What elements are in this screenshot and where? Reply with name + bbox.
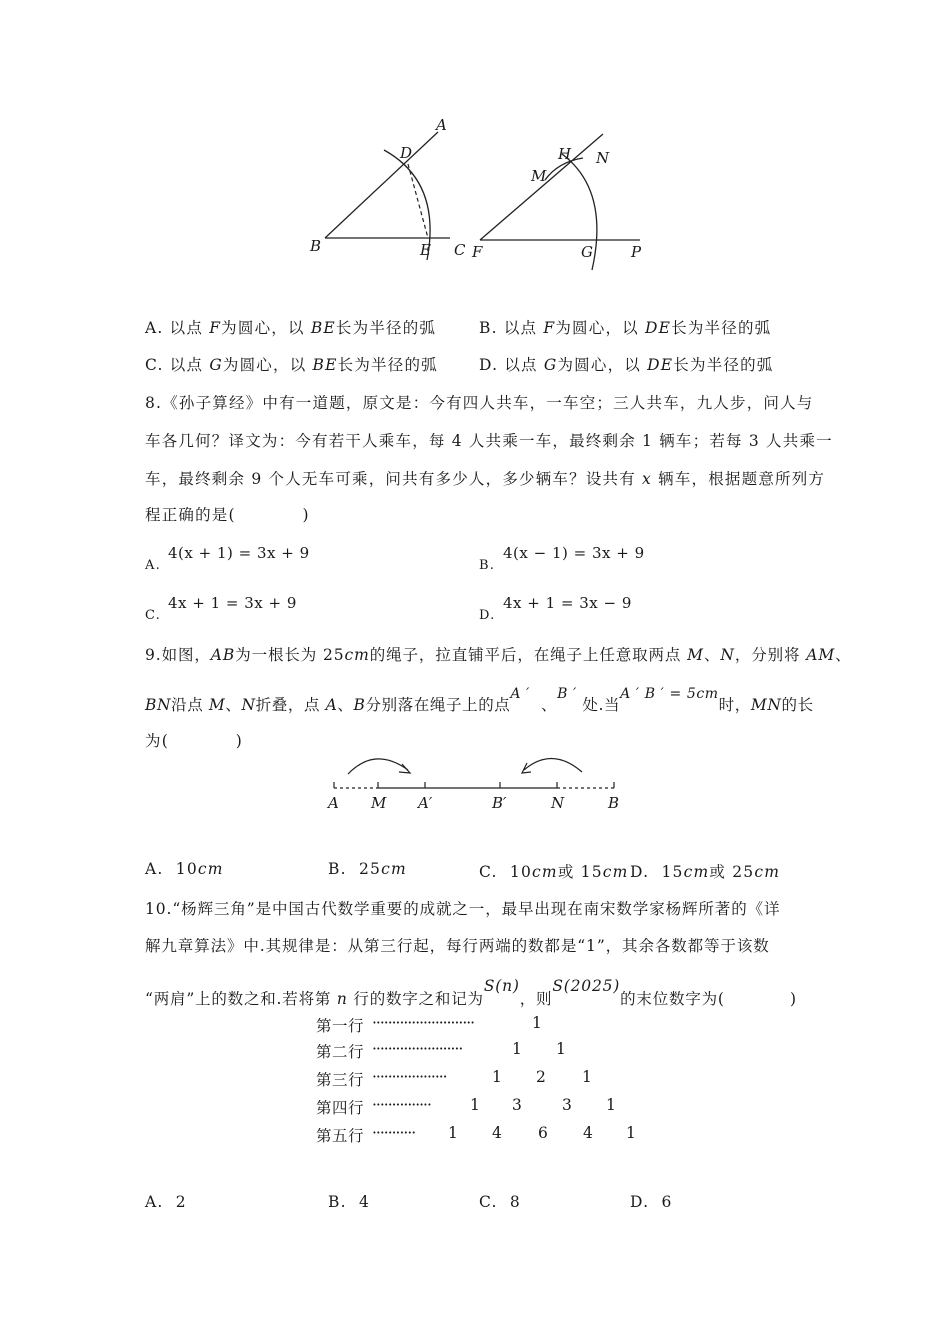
- fig-label-b: B: [608, 794, 620, 812]
- equation: 4x + 1 = 3x − 9: [503, 594, 632, 612]
- option-key: A.: [145, 558, 161, 573]
- text: 车，最终剩余 9 个人无车可乘，问共有多少人，多少辆车？设共有: [145, 470, 643, 488]
- row-number: 1: [626, 1124, 637, 1142]
- row-number: 1: [556, 1040, 567, 1058]
- unit-cm: cm: [754, 863, 781, 881]
- row-number: 1: [532, 1014, 543, 1032]
- text: 分别落在绳子上的点: [365, 696, 511, 714]
- q9-option-a[interactable]: [145, 860, 224, 878]
- q9-option-b[interactable]: [328, 860, 407, 878]
- row-number: 1: [606, 1096, 617, 1114]
- q10-option-a[interactable]: [145, 1193, 187, 1211]
- radius-segment: BE: [310, 319, 336, 337]
- q8-line-2: 车各几何？译文为：今有若干人乘车，每 4 人共乘一车，最终剩余 1 辆车；若每 3 人共乘一: [145, 432, 833, 450]
- fig-label-a: A: [328, 794, 339, 812]
- point-n: N: [720, 646, 735, 664]
- fig-label-b-prime: B′: [492, 794, 507, 812]
- option-text: 为圆心，以: [557, 356, 648, 374]
- label-C: C: [454, 241, 466, 259]
- option-text: 以点: [504, 356, 544, 374]
- unit-cm: cm: [602, 863, 629, 881]
- text: ，则: [519, 990, 553, 1008]
- ray-ba: [325, 132, 438, 238]
- option-key: C.: [145, 608, 162, 623]
- row-label: 第二行: [316, 1043, 365, 1061]
- option-value: 8: [509, 1193, 521, 1211]
- option-key: C.: [145, 356, 164, 374]
- text: 折叠，点: [255, 696, 326, 714]
- unit-cm: cm: [344, 646, 370, 664]
- option-key: D.: [479, 356, 499, 374]
- option-key: C.: [479, 1193, 498, 1211]
- segment-am: AM: [806, 646, 836, 664]
- row-dots: ··························: [372, 1014, 475, 1032]
- row-number: 3: [512, 1096, 523, 1114]
- row-number: 4: [492, 1124, 503, 1142]
- fig-label-n: N: [551, 794, 565, 812]
- row-label: 第三行: [316, 1071, 365, 1089]
- ray-fn: [480, 134, 603, 240]
- row-label: 第四行: [316, 1099, 365, 1117]
- text: 的长: [781, 696, 814, 714]
- option-text: 以点: [169, 356, 210, 374]
- dashed-de: [408, 164, 428, 238]
- radius-segment: DE: [645, 319, 672, 337]
- radius-segment: DE: [647, 356, 674, 374]
- text: 、: [703, 646, 721, 664]
- label-N: N: [596, 149, 610, 167]
- q9-line-1: [145, 643, 852, 665]
- fig-label-m: M: [371, 794, 387, 812]
- segment-bn: BN: [145, 696, 172, 714]
- q7-option-d[interactable]: [479, 353, 773, 375]
- option-extra: 或 25: [709, 863, 755, 881]
- q10-line-1: 10.“杨辉三角”是中国古代数学重要的成就之一，最早出现在南宋数学家杨辉所著的《详: [145, 900, 781, 918]
- option-key: A.: [145, 1193, 164, 1211]
- q9-option-d[interactable]: [630, 860, 780, 882]
- point-b-prime: B ′: [557, 686, 577, 702]
- label-B: B: [310, 237, 322, 255]
- text: 为一根长为 25: [235, 646, 345, 664]
- point-a-prime: A ′: [510, 686, 530, 702]
- sum-s-n: S(n): [483, 977, 520, 995]
- option-key: D.: [630, 1193, 650, 1211]
- q7-option-a[interactable]: [145, 316, 436, 338]
- center-point: F: [209, 319, 222, 337]
- label-M: M: [531, 167, 547, 185]
- q7-option-c[interactable]: [145, 353, 438, 375]
- text: 、: [835, 646, 852, 664]
- option-value: 15: [661, 863, 684, 881]
- q9-line-2: [145, 686, 814, 715]
- equation: 4(x − 1) = 3x + 9: [503, 544, 645, 562]
- q10-option-b[interactable]: [328, 1193, 370, 1211]
- fig-label-a-prime: A′: [418, 794, 433, 812]
- fold-arrow-right: [524, 758, 582, 772]
- variable-x: x: [642, 470, 652, 488]
- option-value: 10: [509, 863, 533, 881]
- row-dots: ···················: [372, 1068, 447, 1086]
- q7-option-b[interactable]: [479, 316, 771, 338]
- center-point: G: [209, 356, 223, 374]
- option-key: B.: [479, 319, 498, 337]
- unit-cm: cm: [532, 863, 558, 881]
- point-m: M: [208, 696, 226, 714]
- segment-mn: MN: [750, 696, 782, 714]
- option-text: 长为半径的弧: [673, 356, 774, 374]
- row-number: 1: [492, 1068, 503, 1086]
- sum-s-2025: S(2025): [552, 977, 621, 995]
- text: 、: [541, 696, 558, 714]
- text: 的绳子，拉直铺平后，在绳子上任意取两点: [369, 646, 688, 664]
- option-value: 6: [661, 1193, 673, 1211]
- option-value: 2: [175, 1193, 187, 1211]
- text: ，分别将: [734, 646, 807, 664]
- point-b: B: [353, 696, 366, 714]
- option-text: 为圆心，以: [555, 319, 645, 337]
- point-n: N: [241, 696, 256, 714]
- option-value: 10: [175, 860, 198, 878]
- option-text: 为圆心，以: [221, 319, 311, 337]
- q10-option-d[interactable]: [630, 1193, 673, 1211]
- row-dots: ···············: [372, 1096, 431, 1114]
- option-extra: 或 15: [557, 863, 603, 881]
- row-dots: ···········: [372, 1124, 416, 1142]
- option-text: 以点: [169, 319, 210, 337]
- row-number: 1: [512, 1040, 523, 1058]
- fold-arrow-left: [348, 759, 408, 774]
- q8-line-4: 程正确的是( ): [145, 506, 310, 524]
- option-key: D.: [630, 863, 650, 881]
- variable-n: n: [336, 990, 348, 1008]
- segment-ab: AB: [210, 646, 236, 664]
- option-text: 长为半径的弧: [337, 356, 438, 374]
- row-number: 6: [538, 1124, 549, 1142]
- option-key: C.: [479, 863, 498, 881]
- q9-option-c[interactable]: [479, 860, 629, 882]
- text: 9.如图，: [145, 646, 211, 664]
- radius-segment: BE: [312, 356, 338, 374]
- q10-line-2: 解九章算法》中.其规律是：从第三行起，每行两端的数都是“1”，其余各数都等于该数: [145, 937, 770, 955]
- option-key: A.: [145, 860, 164, 878]
- label-F: F: [472, 243, 483, 261]
- row-dots: ·······················: [372, 1040, 463, 1058]
- text: 行的数字之和记为: [347, 990, 484, 1008]
- label-D: D: [400, 144, 413, 162]
- text: 的末位数字为( ): [620, 990, 797, 1008]
- option-text: 为圆心，以: [222, 356, 313, 374]
- condition-equation: A ′ B ′ = 5cm: [620, 686, 719, 702]
- unit-cm: cm: [381, 860, 407, 878]
- q8-line-1: 8.《孙子算经》中有一道题，原文是：今有四人共车，一车空；三人共车，九人步，问人与: [145, 394, 814, 412]
- q7-figure: [300, 110, 660, 280]
- text: 时，: [718, 696, 751, 714]
- equation: 4(x + 1) = 3x + 9: [168, 544, 310, 562]
- center-point: G: [543, 356, 558, 374]
- option-text: 长为半径的弧: [335, 319, 437, 337]
- row-number: 1: [448, 1124, 459, 1142]
- unit-cm: cm: [197, 860, 224, 878]
- point-a: A: [325, 696, 338, 714]
- option-key: D.: [479, 608, 496, 623]
- row-number: 4: [583, 1124, 594, 1142]
- option-value: 25: [358, 860, 382, 878]
- option-key: A.: [145, 319, 164, 337]
- text: 沿点: [171, 696, 209, 714]
- row-number: 1: [470, 1096, 481, 1114]
- label-E: E: [420, 241, 431, 259]
- label-H: H: [558, 145, 572, 163]
- label-A: A: [436, 116, 447, 134]
- q9-figure: [320, 748, 630, 814]
- option-text: 长为半径的弧: [671, 319, 772, 337]
- text: 辆车，根据题意所列方: [652, 470, 826, 488]
- row-number: 1: [582, 1068, 593, 1086]
- option-key: B.: [479, 558, 496, 573]
- q9-line-3: 为( ): [145, 732, 243, 750]
- option-key: B.: [328, 860, 347, 878]
- option-key: B.: [328, 1193, 347, 1211]
- option-text: 以点: [503, 319, 544, 337]
- text: “两肩”上的数之和.若将第: [145, 990, 337, 1008]
- unit-cm: cm: [683, 863, 710, 881]
- equation: 4x + 1 = 3x + 9: [168, 594, 297, 612]
- row-number: 2: [536, 1068, 547, 1086]
- q10-option-c[interactable]: [479, 1193, 521, 1211]
- point-m: M: [687, 646, 704, 664]
- text: 、: [225, 696, 242, 714]
- text: 处.当: [582, 696, 621, 714]
- center-point: F: [543, 319, 556, 337]
- q8-line-3: [145, 467, 825, 489]
- label-G: G: [581, 243, 593, 261]
- label-P: P: [631, 243, 642, 261]
- row-number: 3: [562, 1096, 573, 1114]
- text: 、: [337, 696, 354, 714]
- option-value: 4: [358, 1193, 371, 1211]
- q10-line-3: [145, 977, 797, 1009]
- row-label: 第一行: [316, 1017, 365, 1035]
- row-label: 第五行: [316, 1127, 365, 1145]
